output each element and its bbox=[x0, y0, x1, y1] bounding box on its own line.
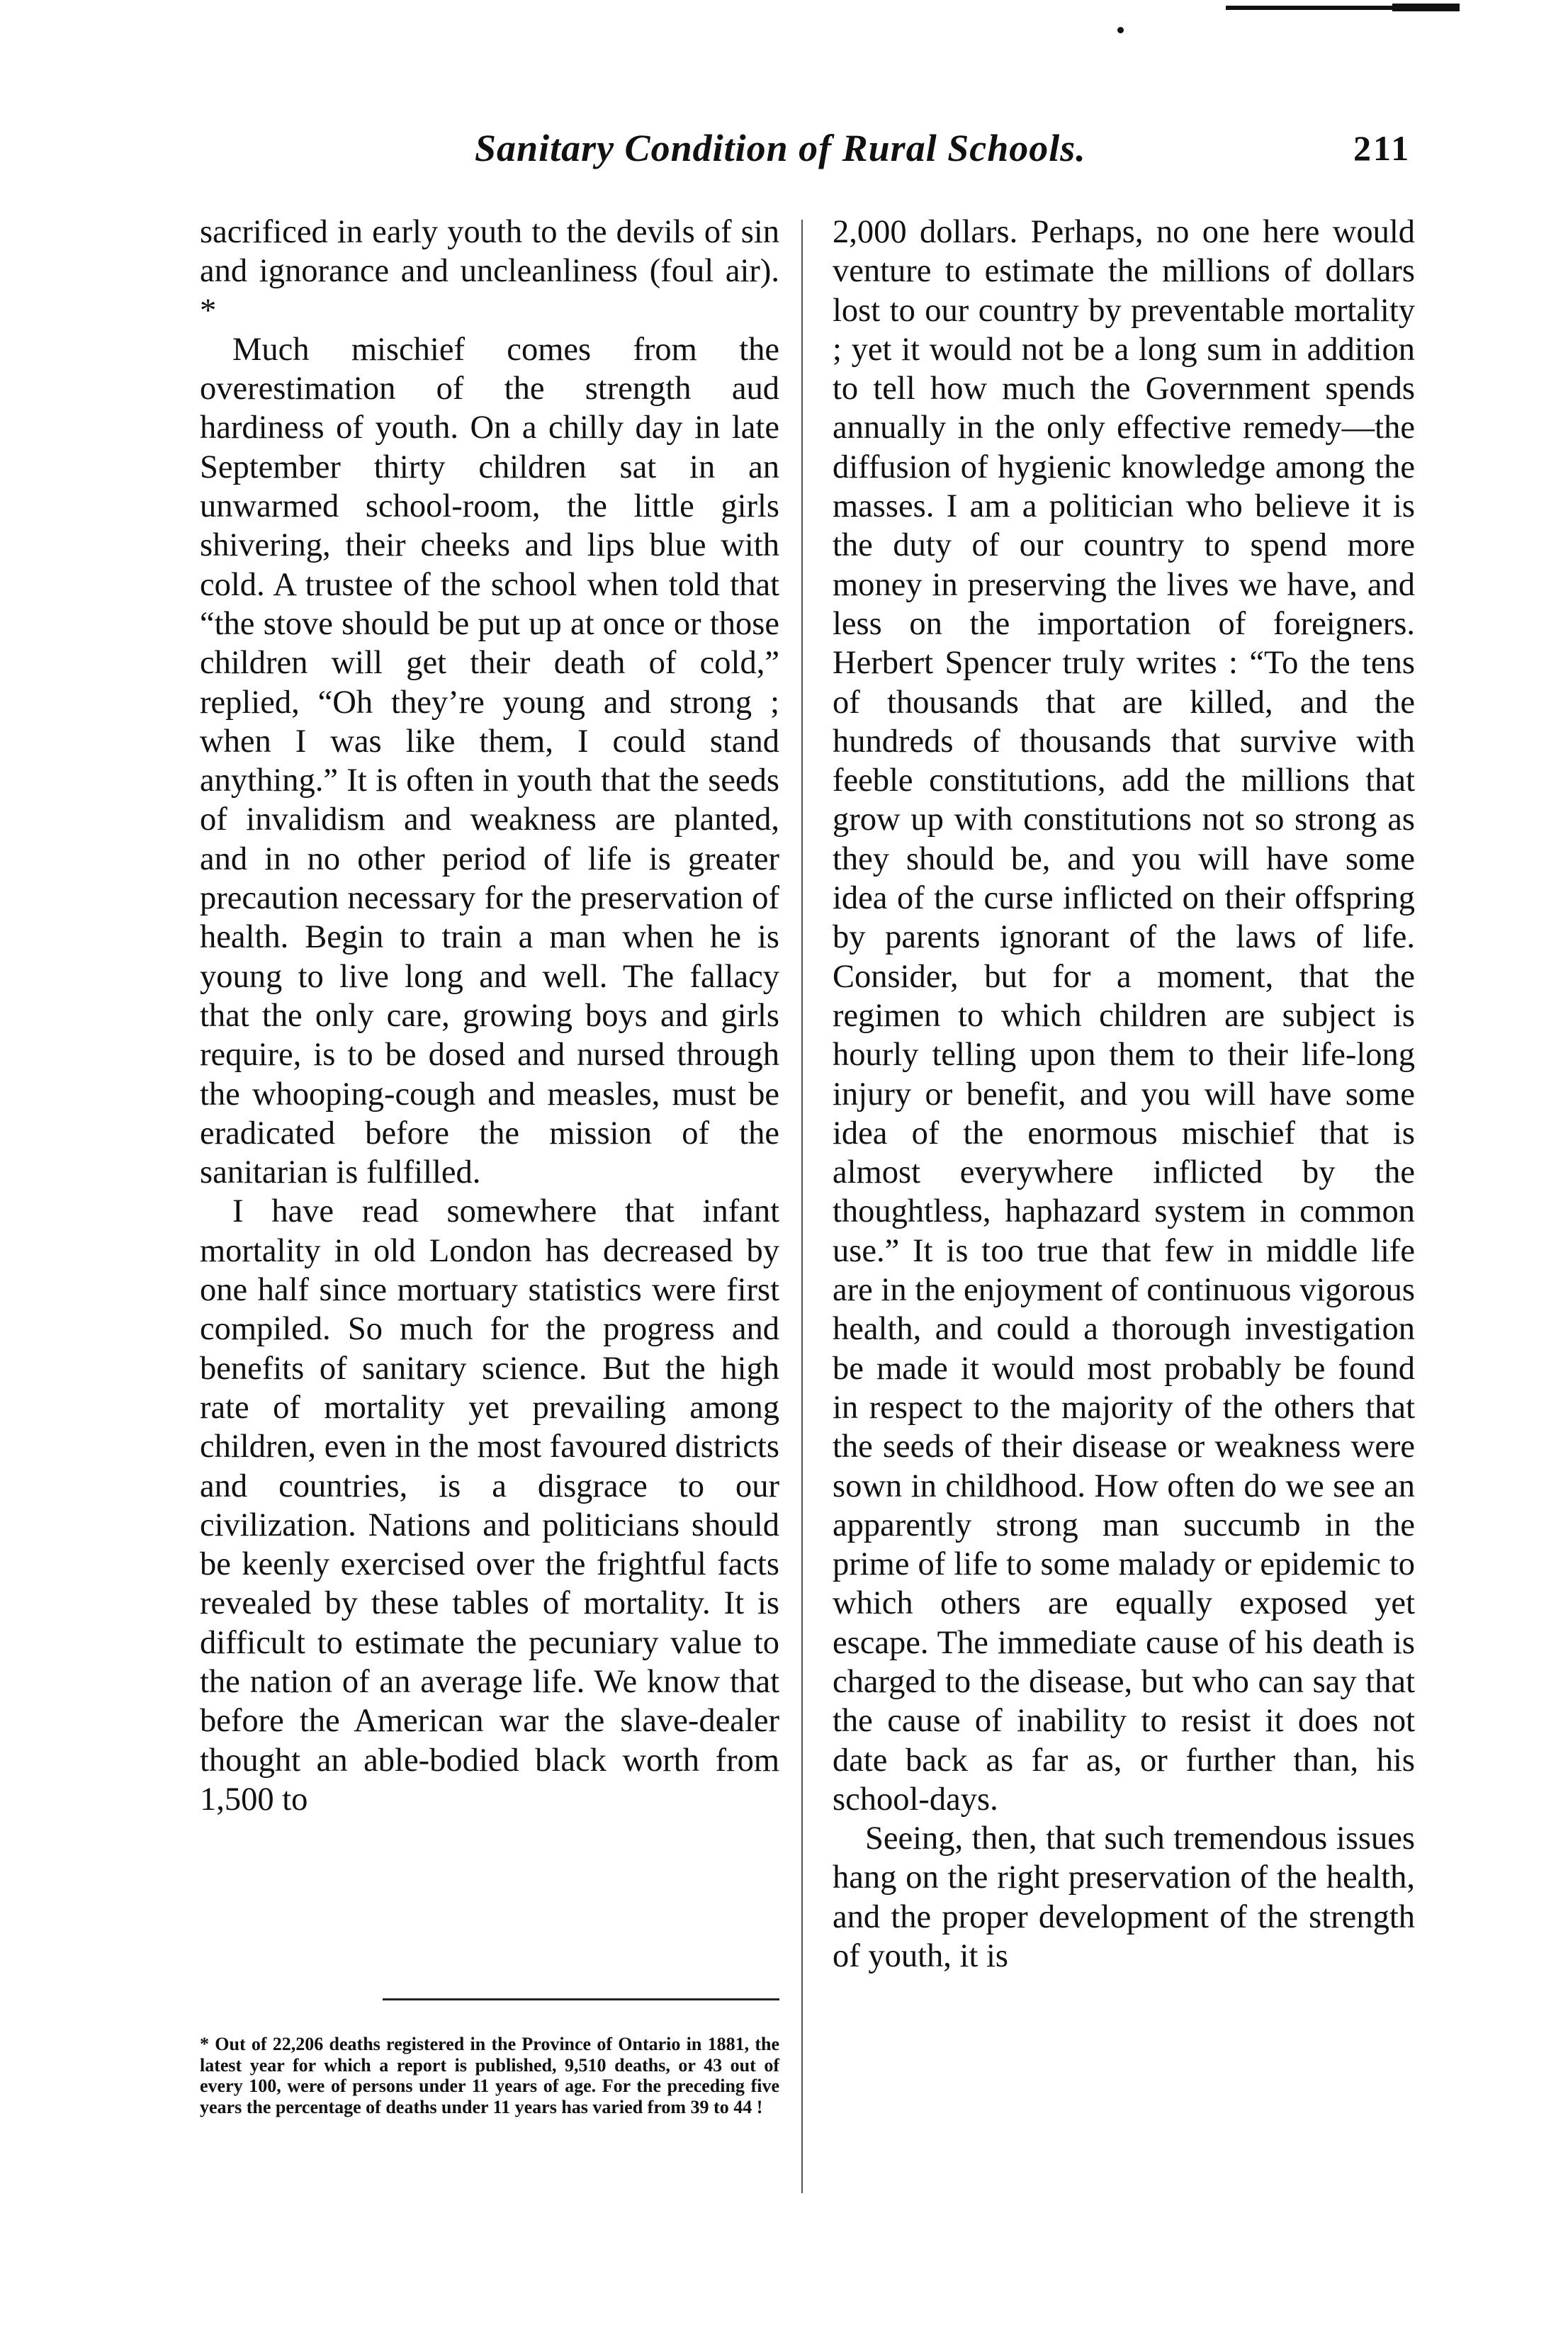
footnote: * Out of 22,206 deaths registered in the Province of Ontario in 1881, the latest year for which a report is published, 9,510 deaths, or 43 out of every 100, were of persons under 11 years of age. For the preceding five years the percentage of deaths under 11 years has varied from 39 to 44 ! bbox=[200, 2034, 779, 2117]
footnote-rule bbox=[383, 1998, 779, 2000]
ink-dot bbox=[1117, 27, 1124, 33]
running-title: Sanitary Condition of Rural Schools. bbox=[475, 127, 1086, 169]
left-column bbox=[200, 213, 779, 1819]
left-paragraph-2: Much mischief comes from the overestimation of the strength aud hardiness of youth. On a chilly day in late September thirty children sat in an unwarmed school-room, the little girls shivering, their cheeks and lips blue with cold. A trustee of the school when told that “the stove should be put up at once or those children will get their death of cold,” replied, “Oh they’re young and strong ; when I was like them, I could stand anything.” It is often in youth that the seeds of invalidism and weakness are planted, and in no other period of life is greater precaution necessary for the preservation of health. Begin to train a man when he is young to live long and well. The fallacy that the only care, growing boys and girls require, is to be dosed and nursed through the whooping-cough and measles, must be eradicated before the mission of the sanitarian is fulfilled. bbox=[200, 331, 779, 1191]
corner-rule bbox=[1226, 6, 1460, 10]
left-paragraph-1: sacrificed in early youth to the devils of sin and ignorance and uncleanliness (foul air). * bbox=[200, 214, 779, 329]
left-paragraph-3: I have read somewhere that infant mortality in old London has decreased by one half since mortuary statistics were first compiled. So much for the progress and benefits of sanitary science. But the high rate of mortality yet prevailing among children, even in the most favoured districts and countries, is a disgrace to our civilization. Nations and politicians should be keenly exercised over the frightful facts revealed by these tables of mortality. It is difficult to estimate the pecuniary value to the nation of an average life. We know that before the American war the slave-dealer thought an able-bodied black worth from 1,500 to bbox=[200, 1193, 779, 1818]
right-paragraph-1: 2,000 dollars. Perhaps, no one here would venture to estimate the millions of dollars lost to our country by preventable mortality ; yet it would not be a long sum in addition to tell how much the Government spends annually in the only effective remedy—the diffusion of hygienic knowledge among the masses. I am a politician who believe it is the duty of our country to spend more money in preserving the lives we have, and less on the importation of foreigners. Herbert Spencer truly writes : “To the tens of thousands that are killed, and the hundreds of thousands that survive with feeble constitutions, add the millions that grow up with constitutions not so strong as they should be, and you will have some idea of the curse inflicted on their offspring by parents ignorant of the laws of life. Consider, but for a moment, that the regimen to which children are subject is hourly telling upon them to their life-long injury or benefit, and you will have some idea of the enormous mischief that is almost everywhere inflicted by the thoughtless, haphazard system in common use.” It is too true that few in middle life are in the enjoyment of continuous vigorous health, and could a thorough investigation be made it would most probably be found in respect to the majority of the others that the seeds of their disease or weakness were sown in childhood. How often do we see an apparently strong man succumb in the prime of life to some malady or epidemic to which others are equally exposed yet escape. The immediate cause of his death is charged to the disease, but who can say that the cause of inability to resist it does not date back as far as, or further than, his school-days. bbox=[833, 214, 1415, 1818]
right-column bbox=[833, 213, 1415, 1976]
corner-rule-thick bbox=[1392, 4, 1460, 11]
right-paragraph-2: Seeing, then, that such tremendous issues hang on the right preservation of the health, and the proper development of the strength of youth, it is bbox=[833, 1820, 1415, 1975]
column-divider bbox=[801, 220, 803, 2193]
page-number: 211 bbox=[1353, 128, 1411, 168]
